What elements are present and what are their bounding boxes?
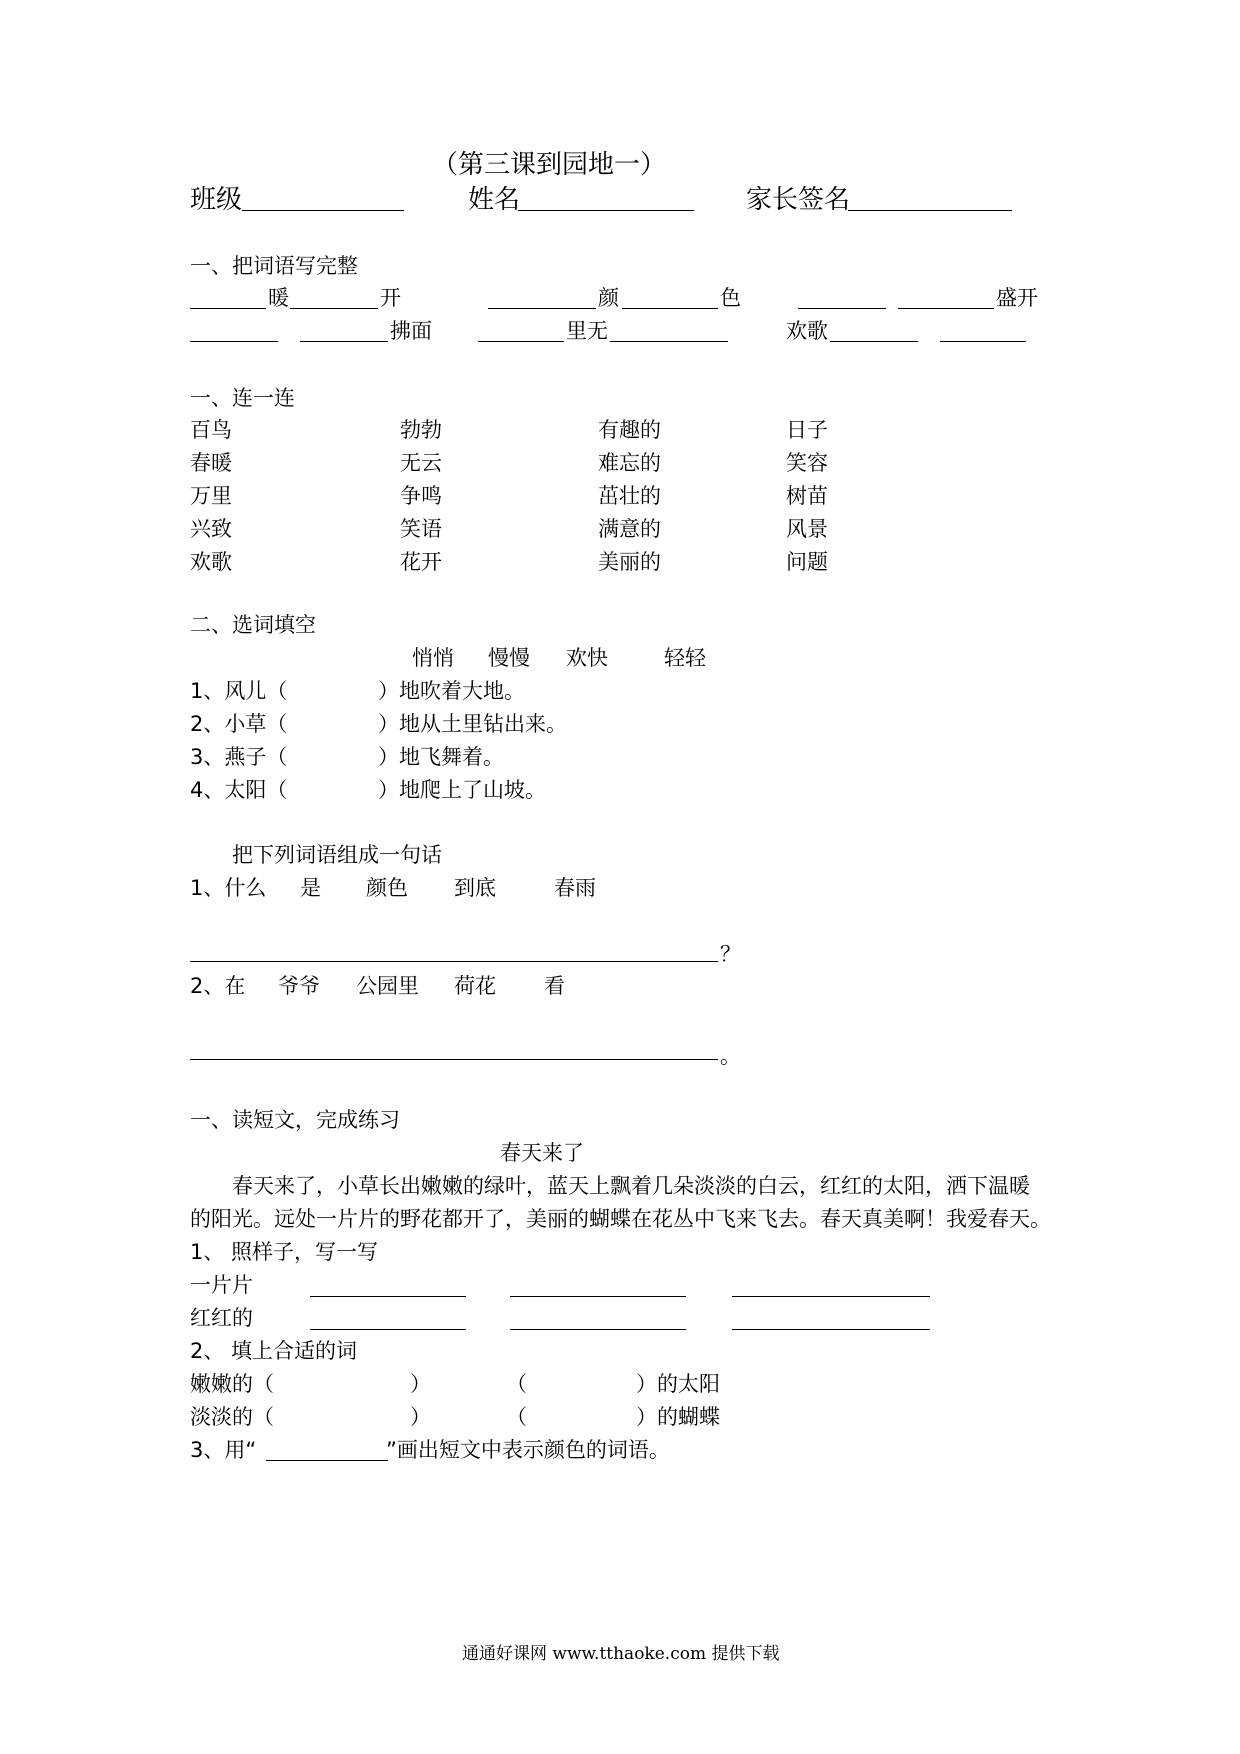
sentence-word: 2、在 (190, 974, 246, 998)
example-word: 一片片 (190, 1273, 253, 1297)
sentence-word: 荷花 (454, 974, 496, 998)
class-blank (242, 210, 404, 211)
fill-item-start: 淡淡的（ (190, 1405, 274, 1429)
match-cell: 有趣的 (598, 418, 661, 442)
word-option: 欢快 (566, 646, 608, 670)
word-fragment: 颜 (598, 286, 619, 310)
fill-item-start: 2、小草（ (190, 712, 288, 736)
blank (290, 308, 378, 309)
match-cell: 春暖 (190, 451, 232, 475)
match-cell: 问题 (786, 550, 828, 574)
match-cell: 笑容 (786, 451, 828, 475)
word-option: 悄悄 (412, 646, 454, 670)
example-word: 红红的 (190, 1306, 253, 1330)
blank (830, 341, 918, 342)
sentence-heading: 把下列词语组成一句话 (232, 843, 442, 867)
match-cell: 风景 (786, 517, 828, 541)
word-fragment: 暖 (268, 286, 289, 310)
match-cell: 花开 (400, 550, 442, 574)
answer-end-mark: ？ (720, 942, 741, 966)
matching-heading: 一、连一连 (190, 386, 295, 410)
match-cell: 日子 (786, 418, 828, 442)
sentence-word: 1、什么 (190, 876, 267, 900)
reading-question-start: 3、用“ (190, 1438, 257, 1462)
match-cell: 无云 (400, 451, 442, 475)
match-cell: 难忘的 (598, 451, 661, 475)
sentence-word: 到底 (454, 876, 496, 900)
fill-item-start: 嫩嫩的（ (190, 1372, 274, 1396)
passage-title: 春天来了 (500, 1141, 584, 1165)
class-label: 班级 (190, 185, 243, 215)
answer-end-mark: 。 (720, 1044, 741, 1068)
fill-item-start: 3、燕子（ (190, 745, 288, 769)
answer-line (732, 1296, 930, 1297)
name-label: 姓名 (468, 185, 521, 215)
match-cell: 勃勃 (400, 418, 442, 442)
word-option: 慢慢 (488, 646, 530, 670)
blank (610, 341, 728, 342)
match-cell: 万里 (190, 484, 232, 508)
blank (798, 308, 886, 309)
fill-item-end: ）地飞舞着。 (378, 745, 504, 769)
word-option: 轻轻 (664, 646, 706, 670)
word-fragment: 盛开 (996, 286, 1038, 310)
reading-question: 2、 填上合适的词 (190, 1339, 358, 1363)
match-cell: 兴致 (190, 517, 232, 541)
answer-line (510, 1329, 686, 1330)
blank (488, 308, 596, 309)
sentence-word: 是 (300, 876, 321, 900)
word-fragment: 欢歌 (786, 319, 828, 343)
underline-sample (266, 1460, 388, 1461)
answer-line (732, 1329, 930, 1330)
reading-question-end: ”画出短文中表示颜色的词语。 (386, 1438, 670, 1462)
word-fragment: 色 (720, 286, 741, 310)
passage-line: 春天来了，小草长出嫩嫩的绿叶，蓝天上飘着几朵淡淡的白云，红红的太阳，洒下温暖 (232, 1174, 1030, 1198)
fill-item-open: （ (506, 1372, 527, 1396)
match-cell: 茁壮的 (598, 484, 661, 508)
match-cell: 笑语 (400, 517, 442, 541)
sentence-word: 颜色 (366, 876, 408, 900)
blank (940, 341, 1026, 342)
parent-signature-label: 家长签名 (746, 185, 851, 215)
blank (478, 341, 564, 342)
fill-item-end: ）地爬上了山坡。 (378, 778, 546, 802)
match-cell: 美丽的 (598, 550, 661, 574)
blank (190, 341, 278, 342)
answer-line (190, 1059, 718, 1060)
worksheet-title: （第三课到园地一） (432, 150, 667, 180)
sentence-word: 爷爷 (278, 974, 320, 998)
fill-item-end: ）地吹着大地。 (378, 679, 525, 703)
match-cell: 争鸣 (400, 484, 442, 508)
sentence-word: 公园里 (356, 974, 419, 998)
word-fragment: 开 (380, 286, 401, 310)
parent-signature-blank (848, 210, 1012, 211)
match-cell: 欢歌 (190, 550, 232, 574)
fill-item-start: 1、风儿（ (190, 679, 288, 703)
fill-item-start: 4、太阳（ (190, 778, 288, 802)
match-cell: 树苗 (786, 484, 828, 508)
answer-line (310, 1329, 466, 1330)
name-blank (518, 210, 694, 211)
answer-line (310, 1296, 466, 1297)
blank (898, 308, 994, 309)
fill-item-end: ）的太阳 (636, 1372, 720, 1396)
fill-item-close: ） (410, 1372, 431, 1396)
match-cell: 百鸟 (190, 418, 232, 442)
blank (622, 308, 718, 309)
word-fragment: 拂面 (390, 319, 432, 343)
passage-line: 的阳光。远处一片片的野花都开了，美丽的蝴蝶在花丛中飞来飞去。春天真美啊！我爱春天。 (190, 1207, 1051, 1231)
word-fragment: 里无 (566, 319, 608, 343)
sentence-word: 看 (544, 974, 565, 998)
reading-question: 1、 照样子，写一写 (190, 1240, 379, 1264)
fill-item-end: ）地从土里钻出来。 (378, 712, 567, 736)
answer-line (190, 961, 718, 962)
match-cell: 满意的 (598, 517, 661, 541)
footer-source: 通通好课网 www.tthaoke.com 提供下载 (462, 1644, 780, 1664)
fill-item-end: ）的蝴蝶 (636, 1405, 720, 1429)
blank (190, 308, 266, 309)
answer-line (510, 1296, 686, 1297)
reading-heading: 一、读短文，完成练习 (190, 1108, 400, 1132)
blank (300, 341, 388, 342)
fill-item-open: （ (506, 1405, 527, 1429)
complete-words-heading: 一、把词语写完整 (190, 254, 358, 278)
choose-words-heading: 二、选词填空 (190, 613, 316, 637)
sentence-word: 春雨 (554, 876, 596, 900)
fill-item-close: ） (410, 1405, 431, 1429)
